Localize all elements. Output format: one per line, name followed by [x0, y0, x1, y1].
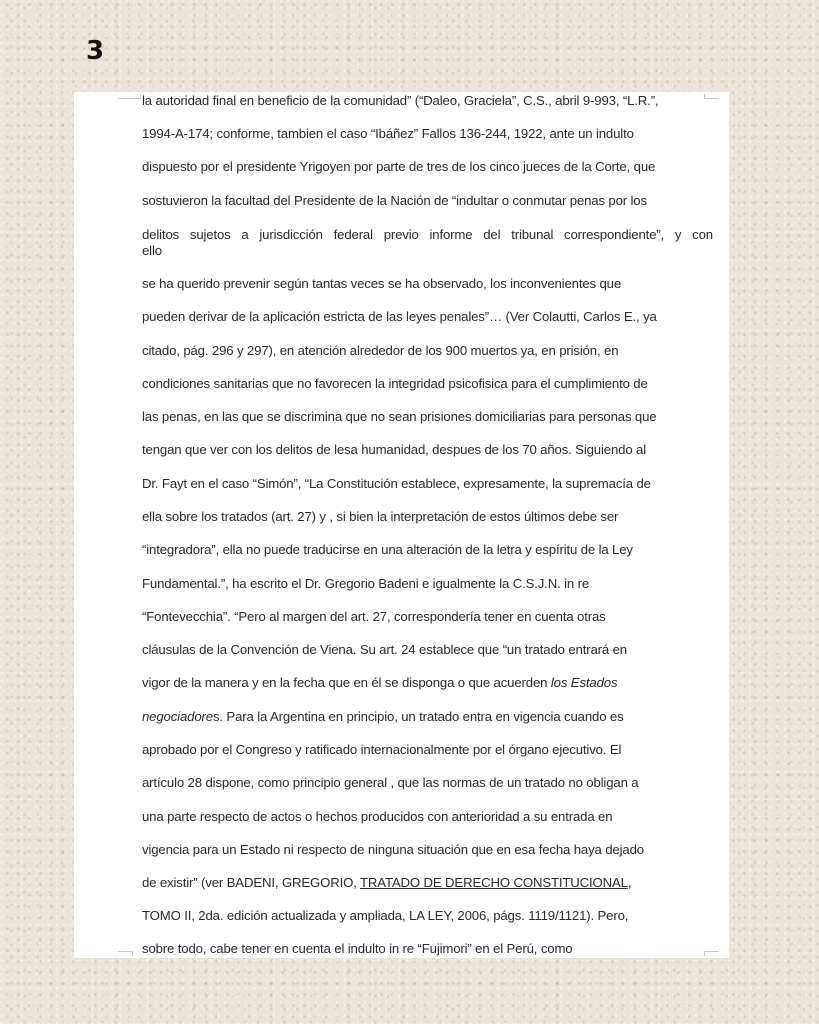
text-line: [142, 908, 628, 924]
line-text: “integradora”, ella no puede traducirse en una alteración de la letra y espíritu de la Ley: [142, 542, 633, 557]
line-text: cláusulas de la Convención de Viena. Su art. 24 establece que “un tratado entrará en: [142, 642, 627, 657]
italic-text: los Estados: [550, 675, 618, 690]
line-text: 1994-A-174; conforme, tambien el caso “Ibáñez” Fallos 136-244, 1922, ante un indulto: [142, 126, 634, 141]
text-line: [142, 243, 162, 259]
text-line: [142, 775, 638, 791]
line-text: ello: [142, 243, 162, 258]
text-line: [142, 476, 651, 492]
text-line: [142, 93, 658, 109]
document-page: [74, 92, 729, 958]
text-line: [142, 276, 621, 292]
line-text: sobre todo, cabe tener en cuenta el indulto in re “Fujimori” en el Perú, como: [142, 941, 573, 956]
line-text: dispuesto por el presidente Yrigoyen por parte de tres de los cinco jueces de la Corte, que: [142, 159, 656, 174]
line-text: la autoridad final en beneficio de la comunidad” (“Daleo, Graciela”, C.S., abril 9-993, “L.R.”,: [142, 93, 659, 108]
text-line: [142, 609, 606, 625]
line-text: delitos sujetos a jurisdicción federal previo informe del tribunal correspondiente”, y con: [142, 227, 713, 242]
line-text: artículo 28 dispone, como principio general , que las normas de un tratado no obligan a: [142, 775, 639, 790]
text-line: [142, 675, 617, 691]
text-line: [142, 409, 656, 425]
text-line: [142, 642, 627, 658]
line-text: se ha querido prevenir según tantas veces se ha observado, los inconvenientes que: [142, 276, 622, 291]
text-line: [142, 343, 618, 359]
text-line: [142, 875, 631, 891]
text-line: [142, 309, 657, 325]
page-number: 3: [86, 36, 105, 66]
line-text: s. Para la Argentina en principio, un tratado entra en vigencia cuando es: [212, 709, 624, 724]
text-line: [142, 442, 646, 458]
line-text: sostuvieron la facultad del Presidente de la Nación de “indultar o conmutar penas por los: [142, 193, 647, 208]
book-title: TRATADO DE DERECHO CONSTITUCIONAL: [360, 875, 628, 890]
text-line: [142, 809, 612, 825]
margin-mark-bottom-left: [118, 951, 133, 956]
line-text: “Fontevecchia”. “Pero al margen del art. 27, correspondería tener en cuenta otras: [142, 609, 606, 624]
line-text: condiciones sanitarias que no favorecen la integridad psicofisica para el cumplimiento de: [142, 376, 648, 391]
text-line: [142, 842, 644, 858]
line-text: TOMO II, 2da. edición actualizada y ampliada, LA LEY, 2006, págs. 1119/1121). Pero,: [142, 908, 629, 923]
text-line: [142, 542, 633, 558]
italic-text: negociadore: [142, 709, 213, 724]
line-text: ella sobre los tratados (art. 27) y , si bien la interpretación de estos últimos debe ser: [142, 509, 619, 524]
line-text: Dr. Fayt en el caso “Simón”, “La Constitución establece, expresamente, la supremacía de: [142, 476, 651, 491]
line-text: vigencia para un Estado ni respecto de ninguna situación que en esa fecha haya dejado: [142, 842, 644, 857]
margin-mark-top-left: [118, 94, 141, 99]
margin-mark-bottom-right: [704, 951, 719, 956]
line-text: tengan que ver con los delitos de lesa humanidad, despues de los 70 años. Siguiendo al: [142, 442, 646, 457]
line-text: las penas, en las que se discrimina que no sean prisiones domiciliarias para personas que: [142, 409, 657, 424]
text-line: [142, 941, 572, 957]
text-line: [142, 126, 634, 142]
line-text: ,: [627, 875, 632, 890]
text-line: [142, 159, 655, 175]
text-line: [142, 227, 713, 243]
text-line: [142, 709, 624, 725]
line-text: pueden derivar de la aplicación estricta de las leyes penales”… (Ver Colautti, Carlos E., ya: [142, 309, 657, 324]
text-line: [142, 576, 589, 592]
text-line: [142, 742, 621, 758]
line-text: una parte respecto de actos o hechos producidos con anterioridad a su entrada en: [142, 809, 613, 824]
text-line: [142, 193, 647, 209]
line-text: vigor de la manera y en la fecha que en él se disponga o que acuerden: [142, 675, 551, 690]
line-text: Fundamental.”, ha escrito el Dr. Gregorio Badeni e igualmente la C.S.J.N. in re: [142, 576, 590, 591]
text-line: [142, 376, 648, 392]
text-line: [142, 509, 618, 525]
margin-mark-top-right: [704, 94, 719, 99]
line-text: aprobado por el Congreso y ratificado internacionalmente por el órgano ejecutivo. El: [142, 742, 622, 757]
line-text: de existir” (ver BADENI, GREGORIO,: [142, 875, 361, 890]
line-text: citado, pág. 296 y 297), en atención alrededor de los 900 muertos ya, en prisión, en: [142, 343, 619, 358]
